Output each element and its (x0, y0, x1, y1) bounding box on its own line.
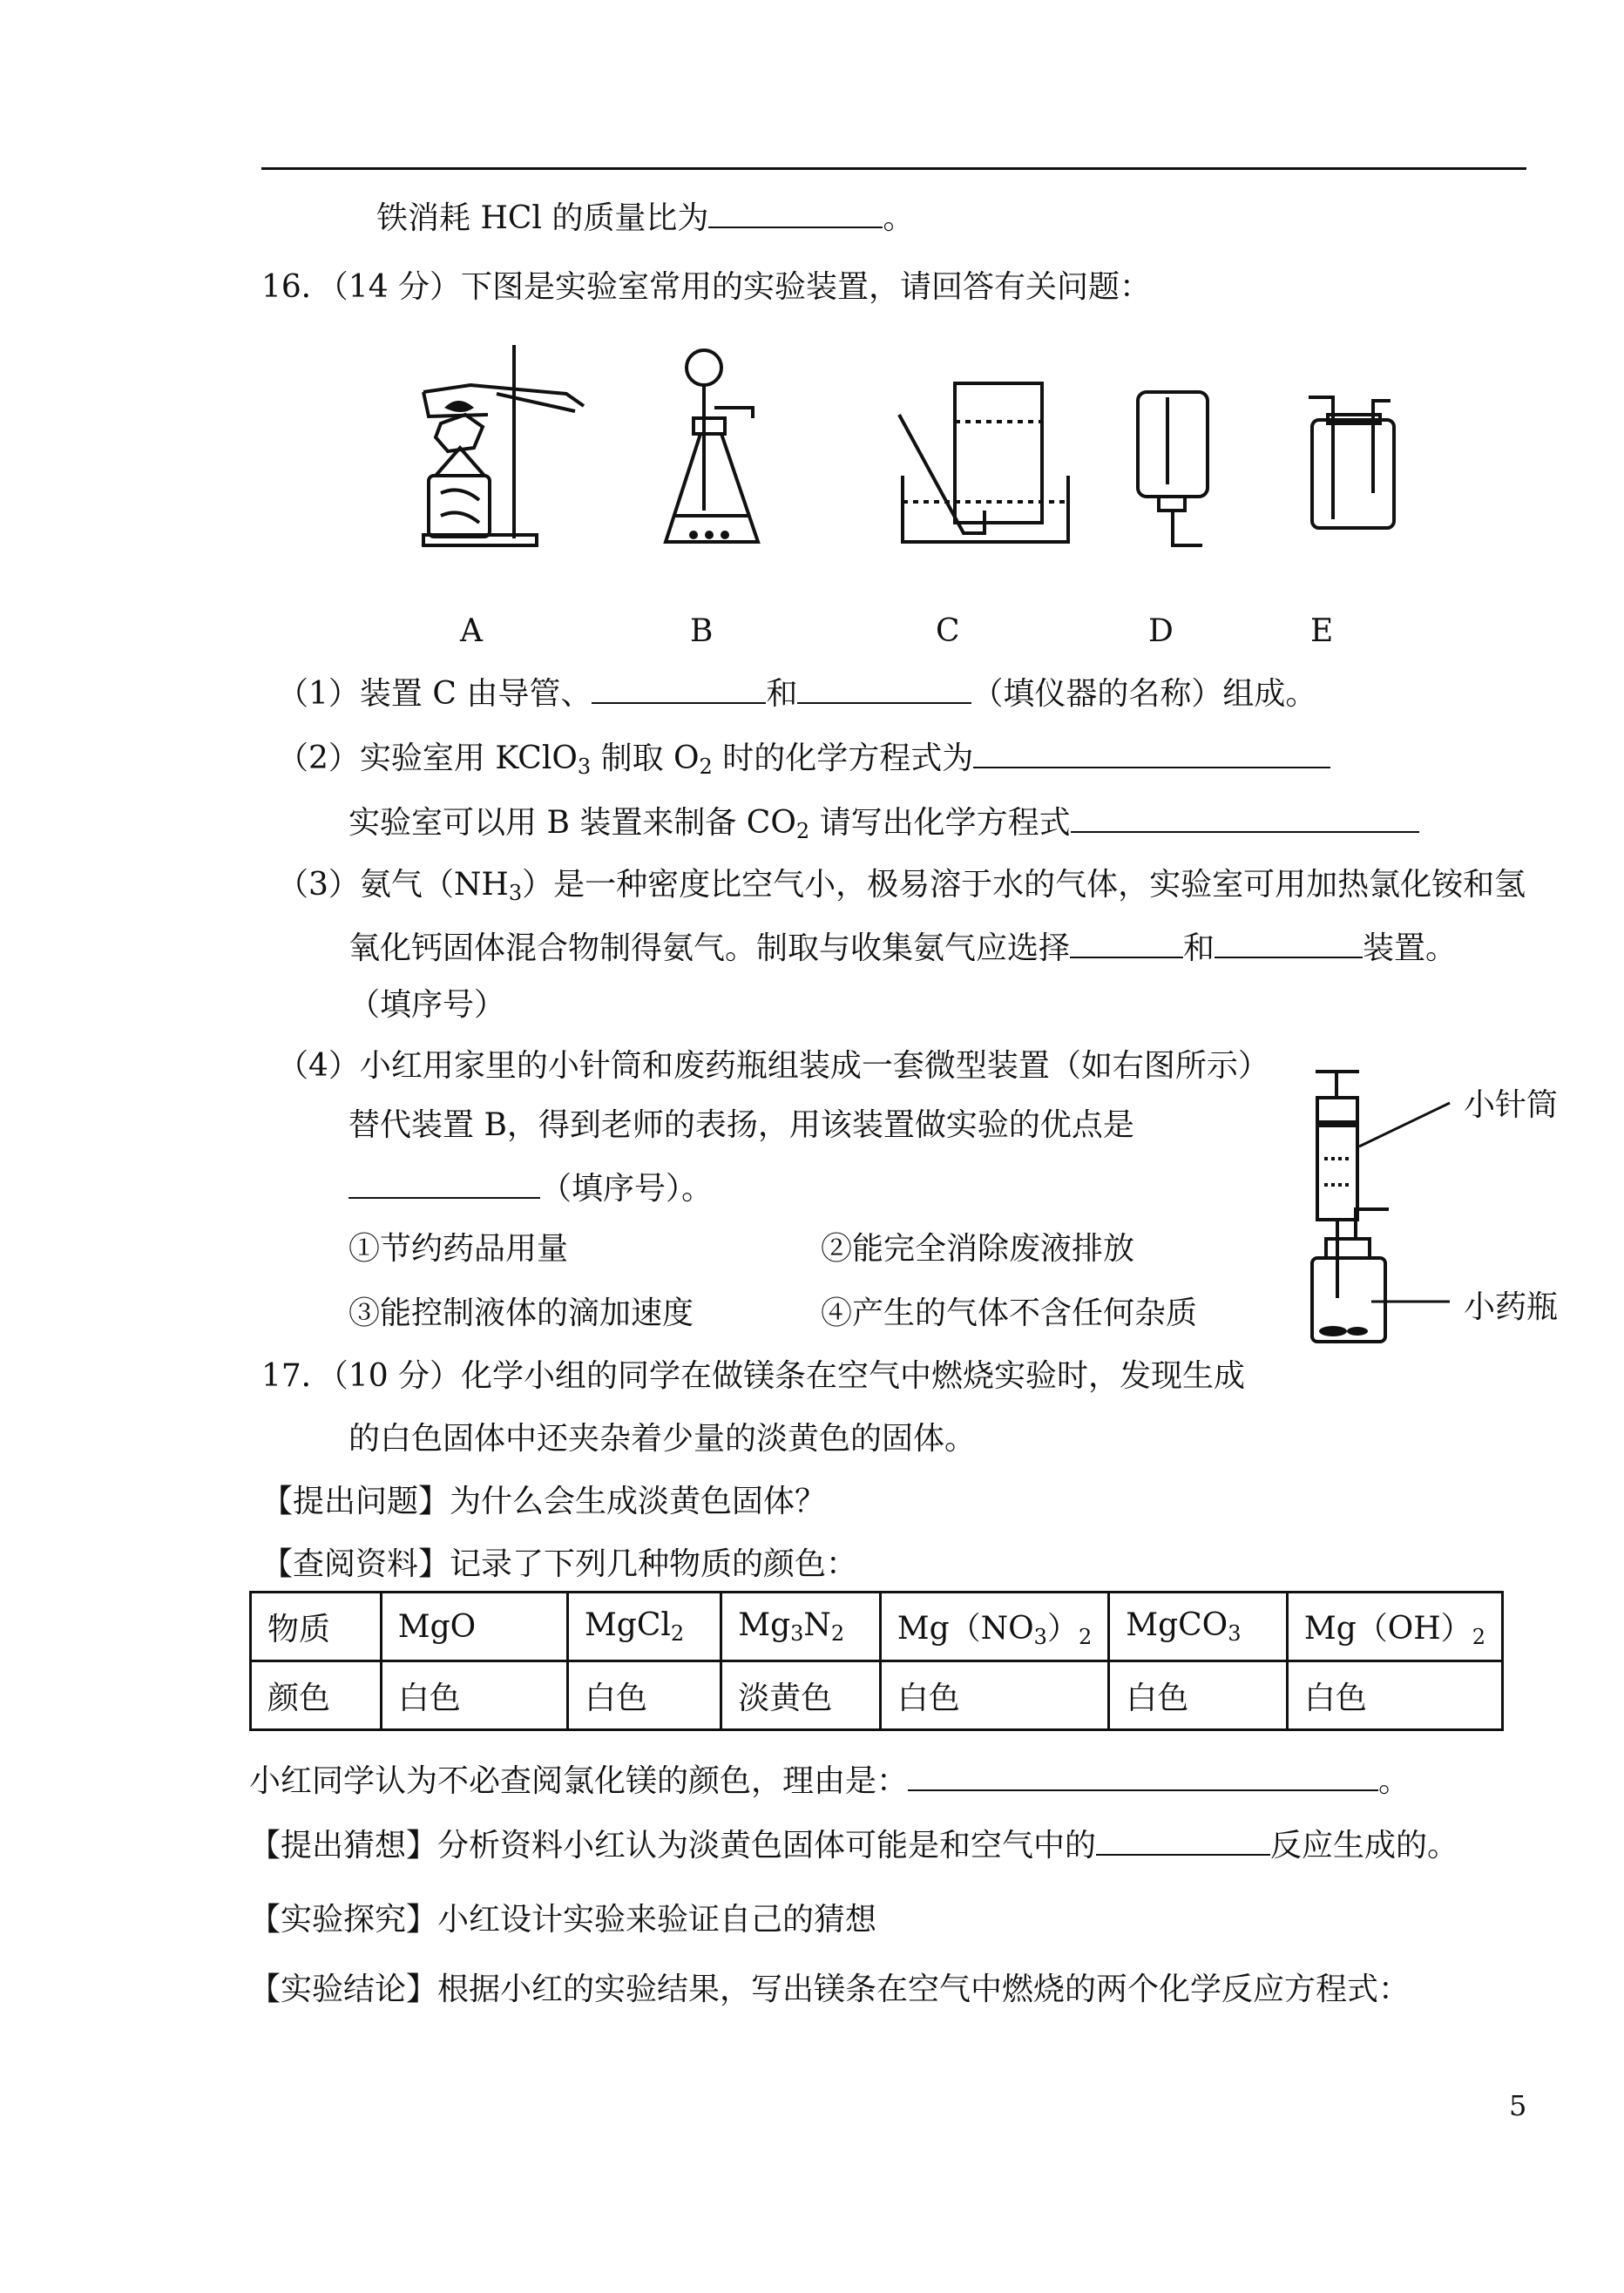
color-table (249, 1591, 1504, 1731)
q17-ask: 【提出问题】为什么会生成淡黄色固体？ (261, 1484, 827, 1519)
table-cell: 物质 (251, 1593, 382, 1661)
table-cell: 颜色 (251, 1661, 382, 1730)
answer-blank[interactable] (592, 673, 766, 704)
q16-part4-line3: （填序号）。 (348, 1167, 713, 1208)
q16-part2-line1: （2）实验室用 KClO$_3$ 制取 $O_2$ 时的化学方程式为 (277, 737, 1330, 786)
answer-blank[interactable] (1215, 927, 1363, 958)
q16-part3-line3: （填序号） (348, 987, 506, 1023)
q17-reason-line: 小红同学认为不必查阅氯化镁的颜色，理由是： 。 (249, 1760, 1410, 1801)
table-cell: $Mg_3N_2$ (721, 1593, 881, 1661)
q15-tail-line (376, 197, 914, 238)
syringe-label: 小针筒 (1464, 1087, 1559, 1123)
apparatus-a-figure (409, 345, 610, 554)
q17-explore: 【实验探究】小红设计实验来验证自己的猜想 (249, 1902, 877, 1938)
answer-blank[interactable] (973, 737, 1330, 768)
q16-heading: 16．（14 分）下图是实验室常用的实验装置，请回答有关问题： (261, 269, 1152, 305)
q16-part2-line2: 实验室可以用 B 装置来制备 $CO_2$ 请写出化学方程式 (348, 802, 1419, 850)
label-c: C (936, 613, 960, 649)
table-cell: 白色 (381, 1661, 567, 1730)
q17-heading-line2: 的白色固体中还夹杂着少量的淡黄色的固体。 (348, 1421, 977, 1457)
answer-blank[interactable] (1070, 927, 1183, 958)
label-d: D (1148, 613, 1174, 649)
period: 。 (883, 200, 915, 236)
apparatus-d-figure (1133, 389, 1220, 563)
answer-blank[interactable] (708, 197, 883, 228)
table-cell: $Mg(NO_3)_2$ (880, 1593, 1109, 1661)
page-number: 5 (1509, 2089, 1527, 2122)
q16-part3-line1: （3）氨气$(NH_3)$是一种密度比空气小，极易溶于水的气体，实验室可用加热氯化铵和氢 (277, 867, 1526, 905)
table-cell: 白色 (1287, 1661, 1502, 1730)
q17-guess-line: 【提出猜想】分析资料小红认为淡黄色固体可能是和空气中的 反应生成的。 (249, 1824, 1458, 1865)
label-b: B (690, 613, 714, 649)
label-a: A (460, 613, 483, 649)
option-2: ②能完全消除废液排放 (821, 1231, 1135, 1267)
q16-part1: （1）装置 C 由导管、 和 （填仪器的名称）组成。 (277, 673, 1316, 714)
q17-conclude: 【实验结论】根据小红的实验结果，写出镁条在空气中燃烧的两个化学反应方程式： (249, 1972, 1411, 2007)
answer-blank[interactable] (1071, 802, 1419, 833)
bottle-label: 小药瓶 (1464, 1289, 1559, 1325)
answer-blank[interactable] (1096, 1824, 1270, 1856)
table-cell: 白色 (880, 1661, 1109, 1730)
table-cell: MgO (381, 1593, 567, 1661)
table-cell: 白色 (1109, 1661, 1288, 1730)
callout-lines (1359, 1099, 1472, 1309)
option-3: ③能控制液体的滴加速度 (348, 1295, 694, 1331)
table-cell: 淡黄色 (721, 1661, 881, 1730)
option-1: ①节约药品用量 (348, 1231, 569, 1267)
q15-tail-text: 铁消耗 HCl 的质量比为 (376, 200, 709, 236)
answer-blank[interactable] (908, 1760, 1378, 1791)
header-rule (261, 167, 1526, 170)
q16-part4-line1: （4）小红用家里的小针筒和废药瓶组装成一套微型装置（如右图所示） (277, 1048, 1269, 1084)
table-cell: $Mg(OH)_2$ (1287, 1593, 1502, 1661)
q17-heading-line1: 17．（10 分）化学小组的同学在做镁条在空气中燃烧实验时，发现生成 (261, 1358, 1246, 1394)
table-cell: MgCl$_2$ (567, 1593, 721, 1661)
label-e: E (1310, 613, 1334, 649)
table-row (251, 1661, 1503, 1730)
option-4: ④产生的气体不含任何杂质 (821, 1295, 1198, 1331)
apparatus-b-figure (662, 345, 793, 554)
table-cell: 白色 (567, 1661, 721, 1730)
q16-part4-line2: 替代装置 B，得到老师的表扬，用该装置做实验的优点是 (348, 1107, 1134, 1143)
table-row (251, 1593, 1503, 1661)
table-cell: MgCO$_3$ (1109, 1593, 1288, 1661)
apparatus-c-figure (894, 380, 1077, 554)
apparatus-e-figure (1307, 389, 1403, 537)
q17-consult: 【查阅资料】记录了下列几种物质的颜色： (261, 1546, 858, 1582)
answer-blank[interactable] (797, 673, 971, 704)
q16-part3-line2: 氧化钙固体混合物制得氨气。制取与收集氨气应选择 和 装置。 (348, 927, 1457, 968)
answer-blank[interactable] (348, 1167, 540, 1199)
